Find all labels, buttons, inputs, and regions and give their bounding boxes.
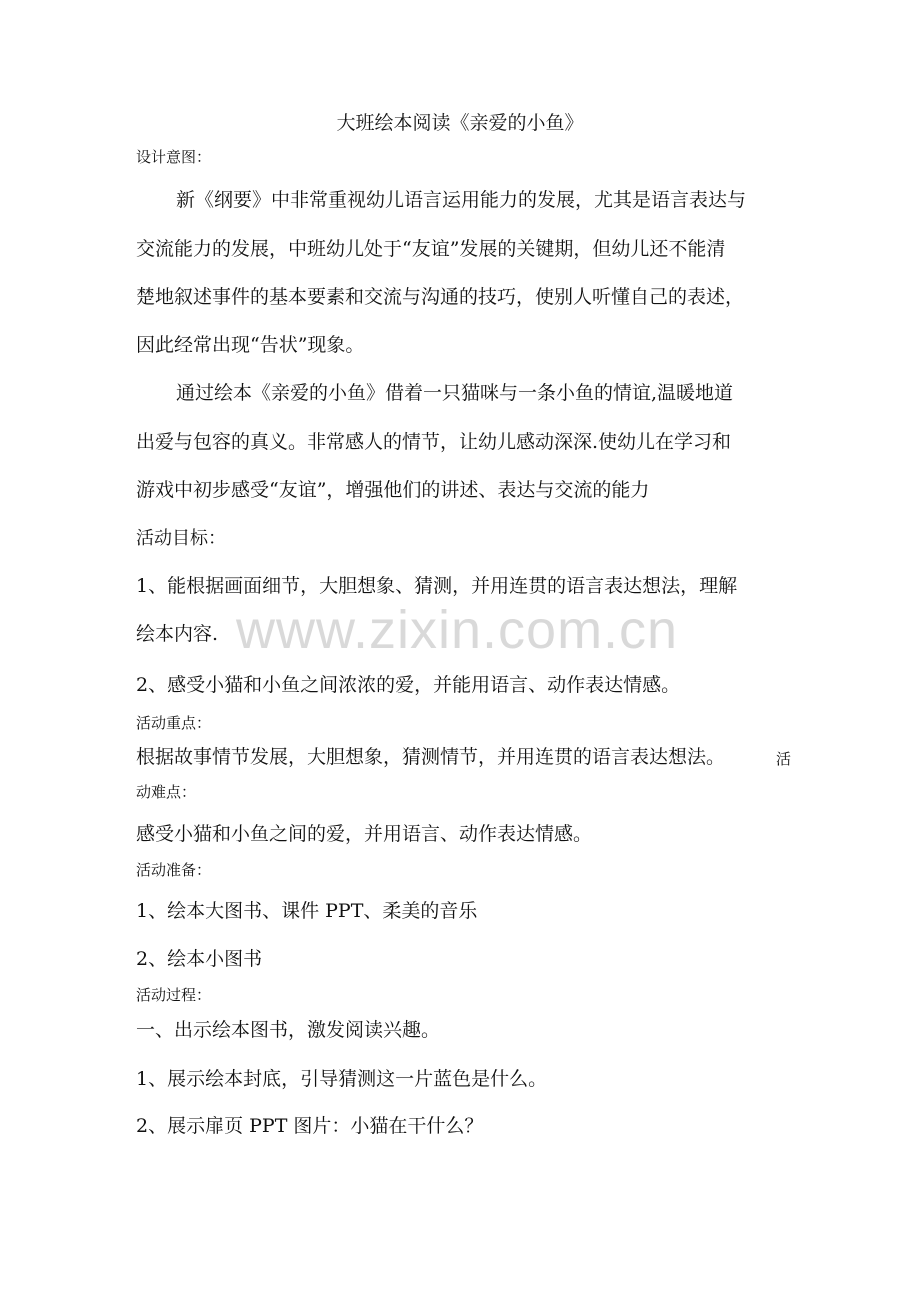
section-label-goals: 活动目标：	[136, 528, 226, 549]
paragraph-line: 2、感受小猫和小鱼之间浓浓的爱，并能用语言、动作表达情感。	[136, 674, 681, 696]
paragraph-line: 交流能力的发展，中班幼儿处于“友谊”发展的关键期，但幼儿还不能清	[136, 238, 726, 260]
list-item: 2、展示扉页 PPT 图片：小猫在干什么？	[136, 1115, 484, 1137]
paragraph-line: 1、能根据画面细节，大胆想象、猜测，并用连贯的语言表达想法，理解	[136, 575, 738, 597]
list-item: 1、展示绘本封底，引导猜测这一片蓝色是什么。	[136, 1068, 548, 1090]
paragraph-line: 楚地叙述事件的基本要素和交流与沟通的技巧，使别人听懂自己的表述，	[136, 286, 745, 308]
section-label-difficulties: 动难点：	[136, 783, 197, 801]
section-label-design-intent: 设计意图：	[136, 148, 212, 166]
paragraph-line: 根据故事情节发展，大胆想象，猜测情节，并用连贯的语言表达想法。	[136, 746, 726, 768]
section-label-key-points: 活动重点：	[136, 714, 212, 732]
paragraph-line: 游戏中初步感受“友谊”，增强他们的讲述、表达与交流的能力	[136, 479, 650, 501]
paragraph-line: 通过绘本《亲爱的小鱼》借着一只猫咪与一条小鱼的情谊,温暖地道	[176, 382, 734, 404]
list-item: 1、绘本大图书、课件 PPT、柔美的音乐	[136, 900, 478, 922]
paragraph-line: 感受小猫和小鱼之间的爱，并用语言、动作表达情感。	[136, 823, 593, 845]
list-item: 一、出示绘本图书，激发阅读兴趣。	[136, 1019, 441, 1041]
watermark: www.zixin.com.cn	[236, 600, 679, 660]
paragraph-line: 因此经常出现“告状”现象。	[136, 334, 365, 356]
list-item: 2、绘本小图书	[136, 948, 263, 970]
section-label-preparation: 活动准备：	[136, 861, 212, 879]
paragraph-line: 出爱与包容的真义。非常感人的情节，让幼儿感动深深.使幼儿在学习和	[136, 431, 732, 453]
paragraph-line: 绘本内容.	[136, 623, 219, 645]
section-label-process: 活动过程：	[136, 986, 212, 1004]
paragraph-line-tail: 活	[776, 750, 792, 768]
paragraph-line: 新《纲要》中非常重视幼儿语言运用能力的发展，尤其是语言表达与	[176, 189, 747, 211]
document-title: 大班绘本阅读《亲爱的小鱼》	[336, 112, 584, 134]
